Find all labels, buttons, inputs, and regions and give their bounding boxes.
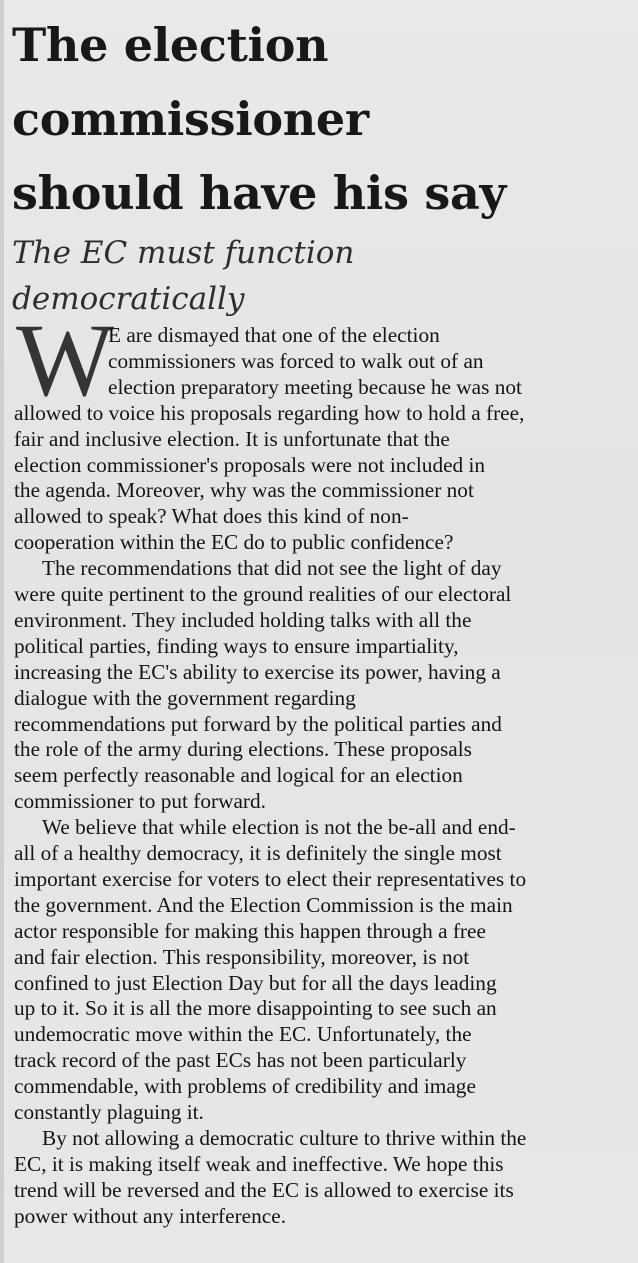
body-line: power without any interference.: [14, 1204, 287, 1228]
body-line: E are dismayed that one of the election: [108, 323, 440, 347]
body-line: The recommendations that did not see the light of day: [42, 556, 502, 580]
subheadline-line: democratically: [12, 281, 245, 317]
headline-line: The election: [12, 18, 329, 72]
body-line: fair and inclusive election. It is unfortunate that the: [14, 427, 450, 451]
body-line: election preparatory meeting because he was not: [108, 375, 522, 399]
body-line: constantly plaguing it.: [14, 1100, 204, 1124]
drop-cap: W: [16, 303, 115, 418]
body-line: trend will be reversed and the EC is allowed to exercise its: [14, 1178, 514, 1202]
subheadline-line: The EC must function: [12, 235, 355, 271]
body-line: important exercise for voters to elect their representatives to: [14, 867, 527, 891]
body-line: commissioner to put forward.: [14, 789, 266, 813]
body-line: and fair election. This responsibility, moreover, is not: [14, 945, 470, 969]
body-line: up to it. So it is all the more disappointing to see such an: [14, 996, 497, 1020]
body-line: EC, it is making itself weak and ineffective. We hope this: [14, 1152, 504, 1176]
body-line: the role of the army during elections. These proposals: [14, 737, 472, 761]
body-line: allowed to voice his proposals regarding how to hold a free,: [14, 401, 525, 425]
body-line: dialogue with the government regarding: [14, 686, 356, 710]
body-line: election commissioner's proposals were not included in: [14, 453, 486, 477]
body-line: recommendations put forward by the political parties and: [14, 712, 502, 736]
body-line: commendable, with problems of credibility and image: [14, 1074, 476, 1098]
body-line: were quite pertinent to the ground realities of our electoral: [14, 582, 512, 606]
body-line: undemocratic move within the EC. Unfortunately, the: [14, 1022, 472, 1046]
body-line: seem perfectly reasonable and logical for an election: [14, 763, 463, 787]
body-line: the agenda. Moreover, why was the commissioner not: [14, 478, 474, 502]
body-line: We believe that while election is not the be-all and end-: [42, 815, 516, 839]
headline-line: commissioner: [12, 92, 369, 146]
body-line: the government. And the Election Commission is the main: [14, 893, 513, 917]
body-line: By not allowing a democratic culture to thrive within the: [42, 1126, 527, 1150]
body-line: all of a healthy democracy, it is definitely the single most: [14, 841, 502, 865]
body-line: cooperation within the EC do to public confidence?: [14, 530, 454, 554]
body-line: track record of the past ECs has not been particularly: [14, 1048, 467, 1072]
headline: [12, 8, 632, 230]
body-line: increasing the EC's ability to exercise its power, having a: [14, 660, 501, 684]
headline-line: should have his say: [12, 166, 506, 220]
body-line: confined to just Election Day but for all the days leading: [14, 971, 497, 995]
body-line: actor responsible for making this happen through a free: [14, 919, 486, 943]
body-line: environment. They included holding talks with all the: [14, 608, 472, 632]
body-line: political parties, finding ways to ensure impartiality,: [14, 634, 459, 658]
body-line: allowed to speak? What does this kind of non-: [14, 504, 409, 528]
column-rule: [0, 0, 4, 1263]
body-line: commissioners was forced to walk out of an: [108, 349, 484, 373]
